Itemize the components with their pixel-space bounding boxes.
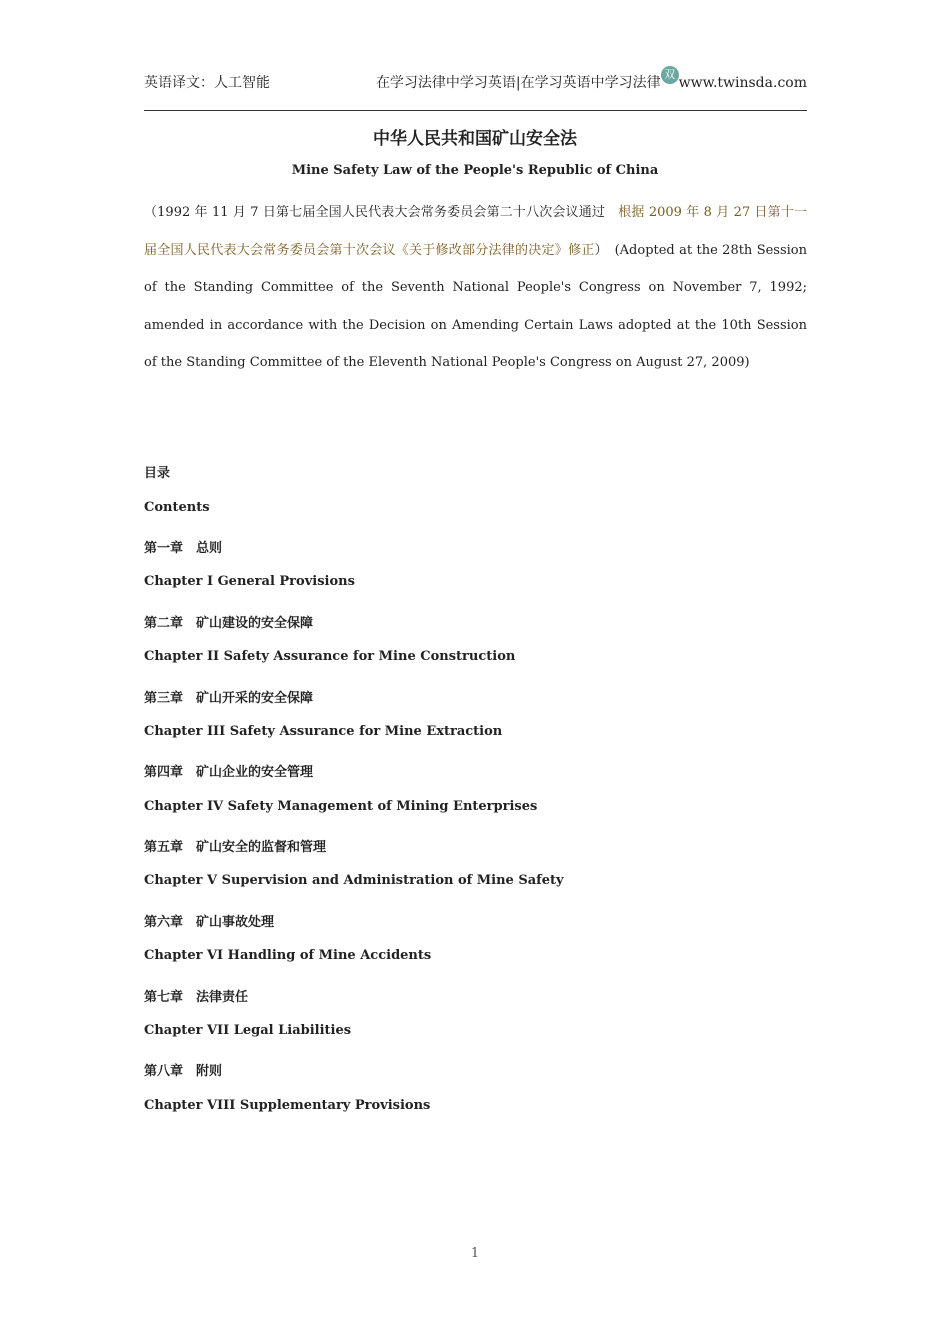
adoption-note-part1: （1992 年 11 月 7 日第七届全国人民代表大会常务委员会第二十八次会议通过 [144, 205, 619, 220]
adoption-note [144, 194, 807, 382]
twinsda-logo-icon: 双 [661, 66, 679, 84]
toc-item: Chapter VIII Supplementary Provisions [144, 1098, 431, 1113]
toc-item: 第六章 矿山事故处理 [144, 915, 275, 930]
toc-item: Chapter IV Safety Management of Mining Enterprises [144, 799, 538, 814]
toc-item: Chapter I General Provisions [144, 574, 355, 589]
toc-item: Chapter V Supervision and Administration of Mine Safety [144, 873, 564, 888]
header-left-text: 英语译文：人工智能 [144, 75, 270, 91]
toc-item: 第五章 矿山安全的监督和管理 [144, 840, 327, 855]
page-number: 1 [470, 1246, 480, 1261]
title-english: Mine Safety Law of the People's Republic of China [291, 163, 659, 178]
page-header [144, 68, 807, 94]
toc-item: Chapter VI Handling of Mine Accidents [144, 948, 432, 963]
toc-item: 第八章 附则 [144, 1064, 223, 1079]
header-right [375, 68, 807, 92]
adoption-note-part2: ） (Adopted at the 28th Session of the Standing Committee of the Seventh National People's Congress on November 7, 1992; amended in accordance with the Decision on Amending Certain Laws adopted at the 10th Session of the Standing Committee of the Eleventh National People's Congress on August 27, 2009) [144, 242, 807, 370]
header-rule [144, 110, 807, 111]
header-site-link[interactable]: www.twinsda.com [678, 75, 807, 91]
toc-item: 第三章 矿山开采的安全保障 [144, 691, 314, 706]
toc-item: Chapter VII Legal Liabilities [144, 1023, 352, 1038]
toc-heading-en: Contents [144, 500, 210, 515]
toc-item: 第二章 矿山建设的安全保障 [144, 616, 314, 631]
toc-item: Chapter II Safety Assurance for Mine Construction [144, 649, 516, 664]
title-chinese: 中华人民共和国矿山安全法 [373, 129, 577, 149]
toc-item: 第一章 总则 [144, 541, 223, 556]
toc-heading-zh: 目录 [144, 466, 171, 481]
amendment-note: 根据 2009 年 8 月 27 日第十一届全国人民代表大会常务委员会第十次会议《关于修改部分法律的决定》修正 [144, 205, 807, 258]
toc-item: 第七章 法律责任 [144, 990, 249, 1005]
toc-item: 第四章 矿山企业的安全管理 [144, 765, 314, 780]
toc-item: Chapter III Safety Assurance for Mine Extraction [144, 724, 503, 739]
header-slogan: 在学习法律中学习英语|在学习英语中学习法律 [375, 75, 661, 91]
